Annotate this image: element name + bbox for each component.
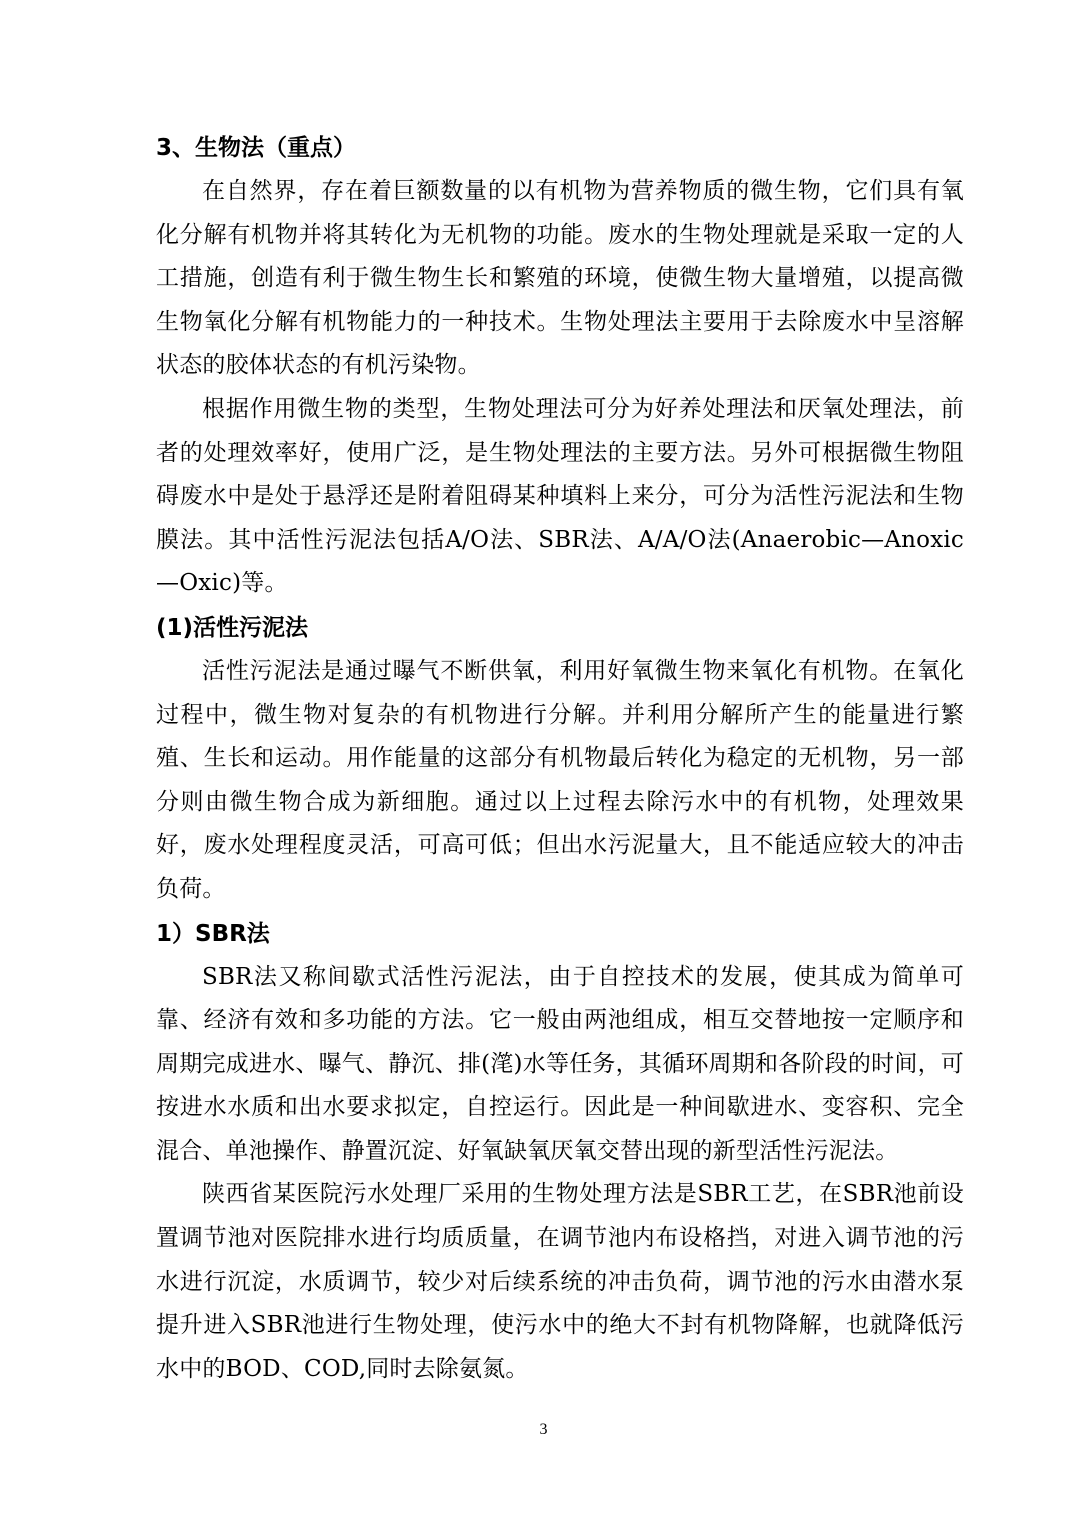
paragraph-intro: 在自然界，存在着巨额数量的以有机物为营养物质的微生物，它们具有氧化分解有机物并将其转化为无机物的功能。废水的生物处理就是采取一定的人工措施，创造有利于微生物生长和繁殖的环境，使微生物大量增殖，以提高微生物氧化分解有机物能力的一种技术。生物处理法主要用于去除废水中呈溶解状态的胶体状态的有机污染物。 [156, 178, 964, 379]
subheading-sbr: 1）SBR法 [156, 920, 270, 947]
subheading-activated-sludge: (1)活性污泥法 [156, 614, 309, 641]
section-heading: 3、生物法（重点） [156, 135, 357, 161]
paragraph-sbr-case: 陕西省某医院污水处理厂采用的生物处理方法是SBR工艺，在SBR池前设置调节池对医院排水进行均质质量，在调节池内布设格挡，对进入调节池的污水进行沉淀，水质调节，较少对后续系统的冲击负荷，调节池的污水由潜水泵提升进入SBR池进行生物处理，使污水中的绝大不封有机物降解，也就降低污水中的BOD、COD,同时去除氨氮。 [156, 1181, 964, 1382]
paragraph-classification: 根据作用微生物的类型，生物处理法可分为好养处理法和厌氧处理法，前者的处理效率好，使用广泛，是生物处理法的主要方法。另外可根据微生物阻碍废水中是处于悬浮还是附着阻碍某种填料上来分，可分为活性污泥法和生物膜法。其中活性污泥法包括A/O法、SBR法、A/A/O法(Anaerobic—Anoxic—Oxic)等。 [156, 395, 964, 597]
paragraph-sbr-description: SBR法又称间歇式活性污泥法，由于自控技术的发展，使其成为简单可靠、经济有效和多功能的方法。它一般由两池组成，相互交替地按一定顺序和周期完成进水、曝气、静沉、排(滗)水等任务，其循环周期和各阶段的时间，可按进水水质和出水要求拟定，自控运行。因此是一种间歇进水、变容积、完全混合、单池操作、静置沉淀、好氧缺氧厌氧交替出现的新型活性污泥法。 [156, 963, 964, 1164]
paragraph-activated-sludge: 活性污泥法是通过曝气不断供氧，利用好氧微生物来氧化有机物。在氧化过程中，微生物对复杂的有机物进行分解。并利用分解所产生的能量进行繁殖、生长和运动。用作能量的这部分有机物最后转化为稳定的无机物，另一部分则由微生物合成为新细胞。通过以上过程去除污水中的有机物，处理效果好，废水处理程度灵活，可高可低；但出水污泥量大，且不能适应较大的冲击负荷。 [156, 657, 964, 902]
document-body [156, 126, 964, 1391]
page-number: 3 [539, 1421, 548, 1438]
